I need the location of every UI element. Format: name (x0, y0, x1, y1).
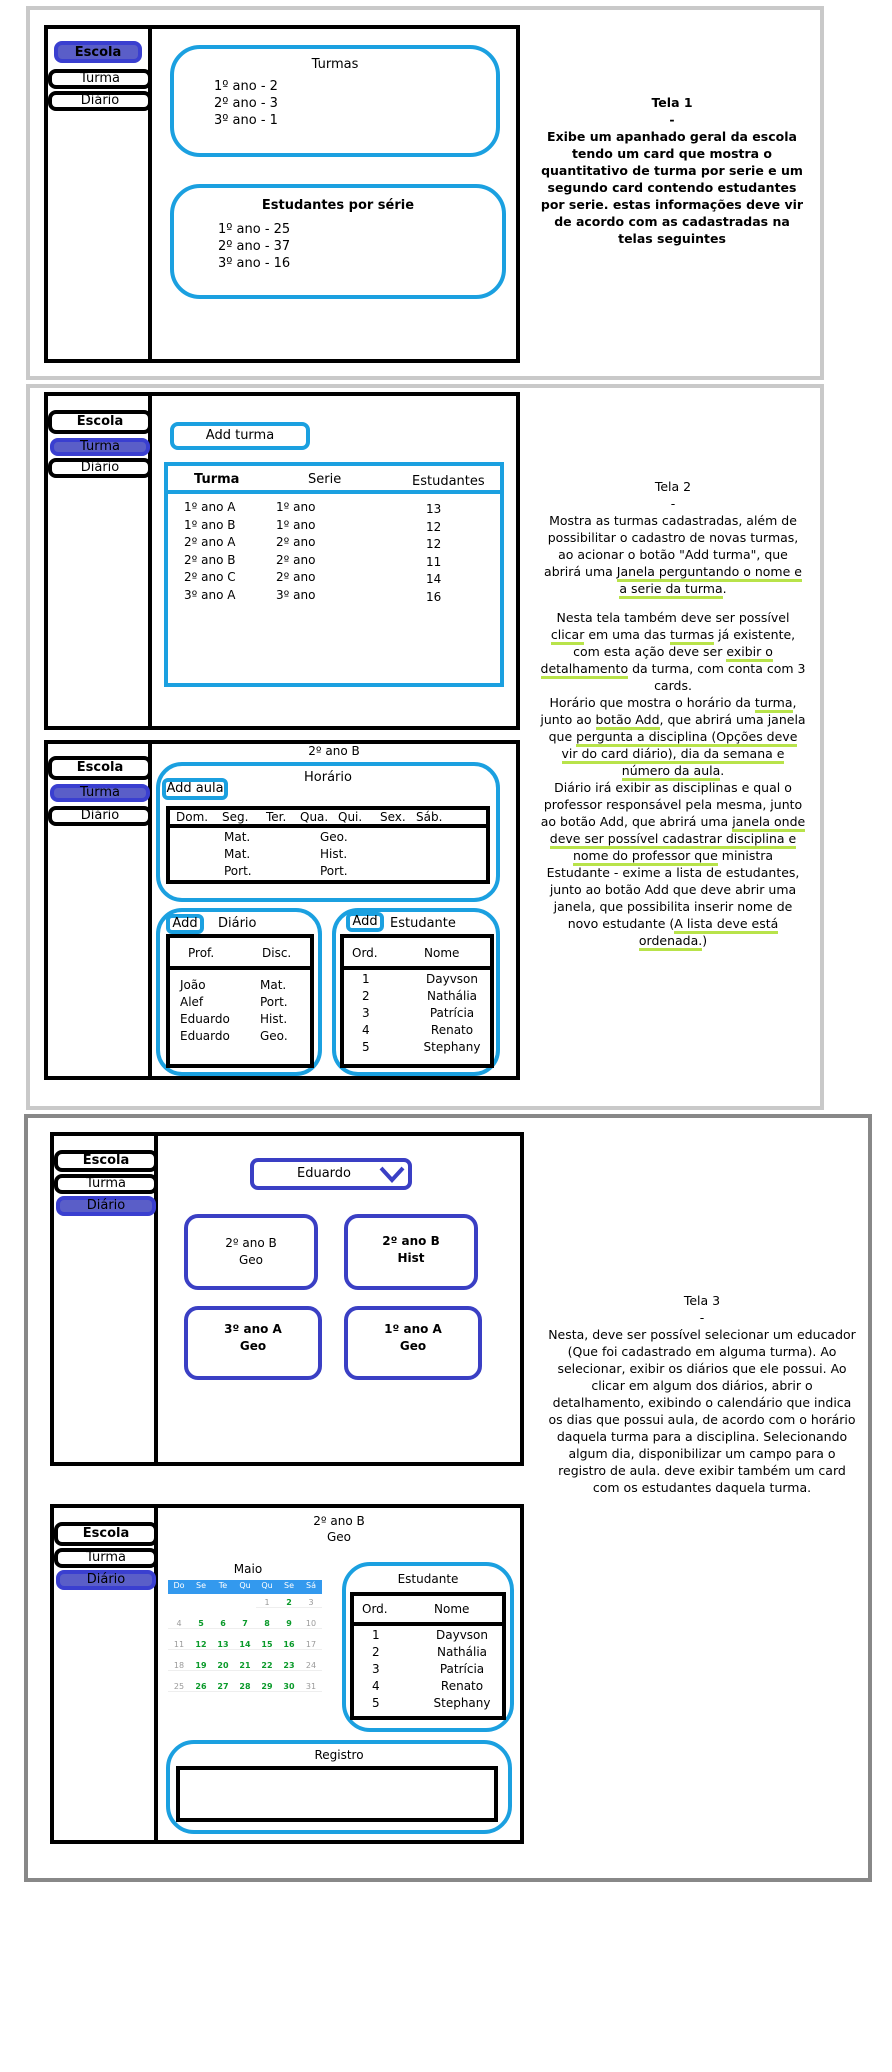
sidebar-item-diario[interactable]: Diário (56, 1570, 156, 1590)
tela3-note-title: Tela 3 (683, 1293, 721, 1308)
tela2-note-p2: Nesta tela também deve ser possível clicar em uma das turmas já existente, com esta ação deve ser exibir o detalhamento da turma, com conta com 3 cards. (540, 610, 806, 693)
turmas-table-header-divider (168, 490, 500, 494)
detail-title: 2º ano B (313, 1514, 365, 1528)
prof-cell: Eduardo (180, 1012, 230, 1026)
estudante-header-divider (344, 966, 490, 970)
tela2-note-p1: Mostra as turmas cadastradas, além de possibilitar o cadastro de novas turmas, ao acionar o botão "Add turma", que abrirá uma Janela perguntando o nome e a serie da turma. (540, 512, 806, 597)
tela3-list-frame (50, 1132, 524, 1466)
sidebar-item-escola[interactable]: Escola (54, 1150, 158, 1172)
calendar-day[interactable]: 5 (190, 1619, 212, 1629)
diario-card-turma: 2º ano B (382, 1234, 440, 1248)
estudantes-cell: 11 (426, 554, 442, 569)
table-row[interactable] (344, 1006, 490, 1023)
calendar-day[interactable]: 31 (300, 1682, 322, 1692)
nome-cell: Nathália (436, 1645, 487, 1659)
nome-cell: Nathália (426, 989, 477, 1003)
diario-card-disc: Geo (239, 1339, 267, 1353)
col-serie-header: Serie (308, 472, 342, 487)
aula-cell[interactable]: Port. (320, 864, 348, 878)
calendar-weekday-bar (168, 1580, 322, 1594)
aula-cell[interactable]: Mat. (224, 830, 251, 844)
col-turma-header: Turma (194, 472, 240, 487)
ord-cell: 3 (372, 1662, 380, 1676)
calendar-day[interactable]: 14 (234, 1640, 256, 1650)
chevron-down-icon (378, 1164, 406, 1184)
serie-cell: 1º ano (276, 517, 316, 532)
table-row[interactable] (354, 1662, 500, 1679)
table-row[interactable] (354, 1628, 500, 1645)
calendar-weekday: Do (173, 1581, 185, 1590)
table-row[interactable] (170, 1012, 310, 1029)
aula-cell[interactable]: Hist. (320, 847, 348, 861)
calendar-day[interactable]: 27 (212, 1682, 234, 1692)
diario-title: Diário (218, 916, 257, 931)
diario-card-item[interactable] (184, 1306, 322, 1380)
estudantes-cell: 14 (426, 572, 442, 586)
sidebar-item-diario[interactable]: Diário (48, 91, 152, 111)
tela2-list-frame (44, 392, 520, 730)
estudante-title: Estudante (397, 1572, 459, 1586)
sidebar-item-diario[interactable]: Diário (48, 458, 152, 478)
diario-card-turma: 3º ano A (224, 1322, 282, 1336)
table-row[interactable] (170, 1029, 310, 1046)
turma-cell: 1º ano A (184, 500, 236, 514)
weekday-header: Sex. (380, 810, 406, 824)
tela3-note-dash: - (699, 1310, 705, 1325)
tela2-note-dash: - (670, 496, 676, 511)
calendar-day[interactable]: 30 (278, 1682, 300, 1692)
table-row[interactable] (344, 1040, 490, 1057)
table-row[interactable] (170, 995, 310, 1012)
table-row[interactable] (344, 1023, 490, 1040)
ord-cell: 1 (372, 1628, 380, 1642)
tela1-note (538, 94, 806, 247)
ord-cell: 5 (372, 1696, 380, 1710)
calendar-day[interactable]: 7 (234, 1619, 256, 1629)
sidebar-item-diario[interactable]: Diário (48, 806, 152, 826)
table-row[interactable] (168, 518, 500, 535)
tela1-frame (44, 25, 520, 363)
ord-cell: 1 (362, 972, 370, 986)
ord-cell: 4 (372, 1679, 380, 1693)
estudantes-cell: 12 (426, 537, 442, 551)
tela2-note-title: Tela 2 (654, 479, 692, 494)
table-row[interactable] (168, 553, 500, 570)
calendar-day[interactable]: 18 (168, 1661, 190, 1671)
ord-cell: 2 (372, 1645, 380, 1659)
diario-card-disc: Hist (397, 1251, 425, 1265)
weekday-header: Qua. (300, 810, 329, 824)
diario-card-item[interactable] (184, 1214, 318, 1290)
horario-card (156, 762, 500, 902)
card-estudantes-title: Estudantes por série (261, 198, 415, 213)
detail-subtitle: Geo (326, 1530, 352, 1544)
turma-cell: 2º ano B (184, 552, 236, 567)
aula-cell[interactable]: Geo. (320, 830, 348, 844)
calendar-day[interactable]: 16 (278, 1640, 300, 1650)
tela3-note-text: Nesta, deve ser possível selecionar um educador (Que foi cadastrado em alguma turma). Ao selecionar, exibir os diários que ele possui. Ao clicar em algum dos diários, abrir o detalhamento, exibindo o calendário que indica os dias que possui aula, de acordo com o horário daquela turma para a disciplina. Selecionando algum dia, disponibilizar um campo para o registro de aula. deve exibir também um card com os estudantes daquela turma. (548, 1327, 856, 1495)
estudantes-cell: 13 (426, 502, 442, 516)
tela2-note-p5: Estudante - exime a lista de estudantes, junto ao botão Add que deve abrir uma janela, que possibilita inserir nome de novo estudante (A lista deve está ordenada.) (540, 864, 806, 949)
table-row[interactable] (168, 535, 500, 552)
calendar-day[interactable]: 24 (300, 1661, 322, 1671)
calendar-day[interactable]: 12 (190, 1640, 212, 1650)
nome-cell: Stephany (423, 1040, 481, 1054)
sidebar-item-escola[interactable]: Escola (48, 410, 152, 434)
calendar-day[interactable]: 28 (234, 1682, 256, 1692)
tela2-detail-frame (44, 740, 520, 1080)
educador-dropdown[interactable] (250, 1158, 412, 1190)
diario-prof-header: Prof. (188, 946, 215, 960)
calendar-day[interactable]: 3 (300, 1598, 322, 1608)
registro-card (166, 1740, 512, 1834)
calendar-day[interactable]: 29 (256, 1682, 278, 1692)
tela3-note (544, 1292, 860, 1496)
turma-cell: 2º ano C (184, 570, 236, 584)
aula-cell[interactable]: Mat. (224, 847, 251, 861)
sidebar-item-turma[interactable]: Turma (50, 438, 150, 456)
ord-cell: 4 (362, 1023, 370, 1037)
disc-cell: Geo. (260, 1029, 288, 1043)
detail-title: 2º ano B (308, 744, 360, 758)
nome-cell: Patrícia (429, 1006, 475, 1020)
diario-card-disc: Geo (399, 1339, 427, 1353)
turma-cell: 3º ano A (184, 587, 236, 602)
calendar-day[interactable]: 4 (168, 1619, 190, 1629)
tela2-note-p4: Diário irá exibir as disciplinas e qual o professor responsável pela mesma, junto ao botão Add, que abrirá uma janela onde deve ser possível cadastrar disciplina e nome do professor que ministra (540, 779, 806, 864)
serie-cell: 2º ano (276, 552, 316, 567)
calendar-weekday: Qu (261, 1581, 273, 1590)
estudante-card (342, 1562, 514, 1732)
disc-cell: Hist. (260, 1012, 288, 1026)
estudantes-cell: 12 (426, 519, 442, 534)
calendar-day[interactable]: 19 (190, 1661, 212, 1671)
diario-card-item[interactable] (344, 1214, 478, 1290)
diario-card-disc: Geo (238, 1253, 264, 1267)
calendar-day[interactable]: 25 (168, 1682, 190, 1692)
ord-cell: 2 (362, 989, 370, 1003)
horario-table (166, 806, 490, 884)
serie-cell: 1º ano (276, 500, 316, 514)
table-row[interactable] (168, 500, 500, 517)
nome-cell: Dayvson (436, 1628, 488, 1642)
turmas-table (164, 462, 504, 687)
nome-cell: Renato (430, 1023, 474, 1037)
nome-cell: Renato (440, 1679, 484, 1693)
table-row[interactable] (344, 972, 490, 989)
add-aula-button[interactable]: Add aula (162, 778, 228, 800)
prof-cell: Alef (180, 995, 204, 1009)
sidebar-item-turma[interactable]: Turma (54, 1174, 158, 1194)
estudante-count: 3º ano - 16 (218, 256, 291, 271)
add-diario-button[interactable]: Add (166, 914, 204, 934)
card-turmas-title: Turmas (311, 57, 359, 72)
registro-title: Registro (314, 1748, 364, 1762)
sidebar-item-turma[interactable]: Turma (50, 784, 150, 802)
calendar-day[interactable]: 11 (168, 1640, 190, 1650)
turma-count: 3º ano - 1 (214, 113, 278, 128)
calendar-day[interactable]: 23 (278, 1661, 300, 1671)
table-row[interactable] (170, 978, 310, 995)
calendar-day[interactable]: 22 (256, 1661, 278, 1671)
table-row[interactable] (168, 588, 500, 605)
table-row[interactable] (354, 1696, 500, 1713)
horario-header-divider (170, 824, 486, 828)
table-row[interactable] (354, 1645, 500, 1662)
sidebar-item-diario[interactable]: Diário (56, 1196, 156, 1216)
table-row[interactable] (344, 989, 490, 1006)
weekday-header: Dom. (176, 810, 209, 824)
calendar-day[interactable]: 13 (212, 1640, 234, 1650)
tela1-note-title: Tela 1 (651, 95, 693, 110)
disc-cell: Mat. (260, 978, 287, 992)
ord-cell: 3 (362, 1006, 370, 1020)
diario-card-item[interactable] (344, 1306, 482, 1380)
card-turmas[interactable] (170, 45, 500, 157)
turma-cell: 1º ano B (184, 517, 236, 532)
calendar-weekday: Te (218, 1581, 228, 1590)
estudante-table (340, 934, 494, 1068)
nome-cell: Dayvson (426, 972, 478, 986)
calendar-weekday: Se (284, 1581, 294, 1590)
sidebar-item-turma[interactable]: Turma (48, 69, 152, 89)
estudante-ord-header: Ord. (352, 946, 378, 960)
calendar-day[interactable]: 1 (256, 1598, 278, 1608)
weekday-header: Qui. (338, 810, 363, 824)
sidebar-item-turma[interactable]: Turma (54, 1548, 158, 1568)
calendar-weekday: Qu (239, 1581, 251, 1590)
add-turma-button[interactable]: Add turma (170, 422, 310, 450)
sidebar-item-escola[interactable]: Escola (54, 41, 142, 63)
aula-cell[interactable]: Port. (224, 864, 252, 878)
calendar-day[interactable]: 21 (234, 1661, 256, 1671)
estudante-ord-header: Ord. (362, 1602, 388, 1616)
tela1-note-text: Exibe um apanhado geral da escola tendo um card que mostra o quantitativo de turma por serie e um segundo card contendo estudantes por serie. estas informações deve vir de acordo com as cadastradas na telas seguintes (540, 129, 804, 246)
prof-cell: Eduardo (180, 1029, 230, 1043)
diario-header-divider (170, 966, 310, 970)
diario-disc-header: Disc. (262, 946, 292, 960)
calendar-weekday: Sá (306, 1581, 316, 1590)
diario-card (156, 908, 322, 1076)
nome-cell: Patrícia (439, 1662, 485, 1676)
tela3-detail-frame (50, 1504, 524, 1844)
weekday-header: Ter. (266, 810, 287, 824)
calendar-weekday: Se (196, 1581, 206, 1590)
calendar-day[interactable]: 10 (300, 1619, 322, 1629)
calendar-day[interactable]: 26 (190, 1682, 212, 1692)
diario-card-turma: 1º ano A (384, 1322, 442, 1336)
disc-cell: Port. (260, 995, 288, 1009)
calendar-month: Maio (233, 1562, 263, 1576)
estudante-title: Estudante (390, 916, 456, 931)
calendar[interactable] (168, 1562, 328, 1690)
add-estudante-button[interactable]: Add (346, 912, 384, 932)
tela2-note (540, 478, 806, 949)
turma-count: 2º ano - 3 (214, 96, 278, 111)
estudante-header-divider (354, 1622, 502, 1626)
prof-cell: João (180, 978, 206, 992)
estudante-table (350, 1592, 506, 1720)
calendar-day[interactable]: 8 (256, 1619, 278, 1629)
table-row[interactable] (168, 570, 500, 587)
serie-cell: 3º ano (276, 587, 316, 602)
estudante-nome-header: Nome (434, 1602, 470, 1616)
diario-table (166, 934, 314, 1068)
estudante-nome-header: Nome (424, 946, 460, 960)
diario-card-turma: 2º ano B (225, 1236, 277, 1250)
calendar-day[interactable]: 2 (278, 1598, 300, 1608)
ord-cell: 5 (362, 1040, 370, 1054)
calendar-day[interactable]: 6 (212, 1619, 234, 1629)
registro-input[interactable] (176, 1766, 498, 1822)
nome-cell: Stephany (433, 1696, 491, 1710)
turma-count: 1º ano - 2 (214, 79, 278, 94)
serie-cell: 2º ano (276, 570, 316, 584)
serie-cell: 2º ano (276, 535, 316, 549)
estudante-count: 2º ano - 37 (218, 239, 291, 254)
sidebar-item-escola[interactable]: Escola (54, 1522, 158, 1546)
tela2-note-p3: Horário que mostra o horário da turma, junto ao botão Add, que abrirá uma janela que pergunta a disciplina (Opções deve vir do card diário), dia da semana e número da aula. (540, 694, 806, 779)
estudantes-cell: 16 (426, 589, 442, 604)
estudante-card (332, 908, 500, 1076)
weekday-header: Sáb. (416, 810, 443, 824)
card-estudantes[interactable] (170, 184, 506, 299)
calendar-day[interactable]: 15 (256, 1640, 278, 1650)
calendar-day[interactable]: 20 (212, 1661, 234, 1671)
calendar-day[interactable]: 9 (278, 1619, 300, 1629)
sidebar-item-escola[interactable]: Escola (48, 756, 152, 780)
estudante-count: 1º ano - 25 (218, 222, 291, 237)
weekday-header: Seg. (222, 810, 249, 824)
educador-dropdown-value: Eduardo (297, 1166, 351, 1181)
calendar-day[interactable]: 17 (300, 1640, 322, 1650)
tela1-note-dash: - (669, 112, 675, 127)
turma-cell: 2º ano A (184, 535, 236, 549)
horario-title: Horário (304, 770, 352, 785)
table-row[interactable] (354, 1679, 500, 1696)
col-estudantes-header: Estudantes (412, 474, 485, 489)
